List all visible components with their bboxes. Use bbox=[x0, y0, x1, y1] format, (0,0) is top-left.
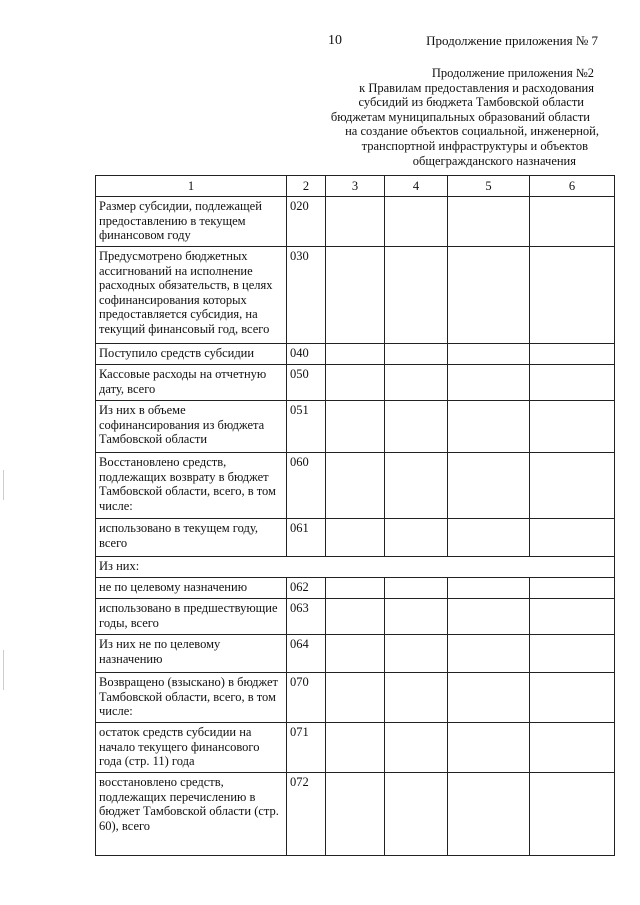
value-cell bbox=[530, 773, 615, 856]
value-cell bbox=[385, 344, 448, 365]
table-row bbox=[96, 197, 615, 247]
row-label: Предусмотрено бюджетных ассигнований на исполнение расходных обязательств, в целях софинансирования которых предоставляется субсидия, на текущий финансовый год, всего bbox=[96, 247, 287, 344]
value-cell bbox=[385, 578, 448, 599]
value-cell bbox=[448, 578, 530, 599]
annex-line: транспортной инфраструктуры и объектов bbox=[361, 138, 588, 153]
scan-edge-mark bbox=[3, 650, 4, 690]
row-code: 061 bbox=[287, 519, 326, 557]
row-label: не по целевому назначению bbox=[96, 578, 287, 599]
annex-line: на создание объектов социальной, инженерной, bbox=[345, 124, 599, 139]
value-cell bbox=[448, 773, 530, 856]
value-cell bbox=[326, 519, 385, 557]
row-code: 030 bbox=[287, 247, 326, 344]
value-cell bbox=[448, 401, 530, 453]
value-cell bbox=[385, 635, 448, 673]
page-number: 10 bbox=[328, 33, 342, 48]
value-cell bbox=[326, 365, 385, 401]
table-row bbox=[96, 557, 615, 578]
row-code: 062 bbox=[287, 578, 326, 599]
annex-line: субсидий из бюджета Тамбовской области bbox=[358, 95, 584, 110]
value-cell bbox=[530, 673, 615, 723]
row-label: Восстановлено средств, подлежащих возврату в бюджет Тамбовской области, всего, в том числе: bbox=[96, 453, 287, 519]
value-cell bbox=[326, 673, 385, 723]
value-cell bbox=[448, 344, 530, 365]
scan-edge-mark bbox=[3, 470, 4, 500]
value-cell bbox=[385, 673, 448, 723]
report-table bbox=[95, 175, 615, 856]
value-cell bbox=[385, 723, 448, 773]
value-cell bbox=[530, 401, 615, 453]
value-cell bbox=[385, 247, 448, 344]
row-label: Размер субсидии, подлежащей предоставлению в текущем финансовом году bbox=[96, 197, 287, 247]
value-cell bbox=[448, 635, 530, 673]
annex-line: к Правилам предоставления и расходования bbox=[359, 80, 594, 95]
continuation-label: Продолжение приложения № 7 bbox=[426, 33, 598, 48]
value-cell bbox=[385, 197, 448, 247]
value-cell bbox=[326, 197, 385, 247]
value-cell bbox=[530, 365, 615, 401]
annex-line: Продолжение приложения №2 bbox=[431, 66, 594, 80]
column-header: 3 bbox=[326, 176, 385, 197]
value-cell bbox=[385, 773, 448, 856]
value-cell bbox=[530, 578, 615, 599]
row-label: Из них не по целевому назначению bbox=[96, 635, 287, 673]
value-cell bbox=[326, 723, 385, 773]
table-header-row bbox=[96, 176, 615, 197]
table-row bbox=[96, 365, 615, 401]
table-row bbox=[96, 773, 615, 856]
value-cell bbox=[530, 247, 615, 344]
row-label: Из них в объеме софинансирования из бюджета Тамбовской области bbox=[96, 401, 287, 453]
value-cell bbox=[530, 453, 615, 519]
value-cell bbox=[530, 344, 615, 365]
table-row bbox=[96, 673, 615, 723]
table-row bbox=[96, 635, 615, 673]
row-code: 071 bbox=[287, 723, 326, 773]
row-label: Поступило средств субсидии bbox=[96, 344, 287, 365]
value-cell bbox=[326, 401, 385, 453]
row-code: 063 bbox=[287, 599, 326, 635]
row-label-merged: Из них: bbox=[96, 557, 615, 578]
value-cell bbox=[385, 599, 448, 635]
row-label: восстановлено средств, подлежащих перечислению в бюджет Тамбовской области (стр. 60), всего bbox=[96, 773, 287, 856]
table-row bbox=[96, 453, 615, 519]
value-cell bbox=[530, 635, 615, 673]
annex-heading bbox=[304, 66, 604, 168]
value-cell bbox=[326, 578, 385, 599]
table-row bbox=[96, 247, 615, 344]
value-cell bbox=[326, 453, 385, 519]
value-cell bbox=[530, 197, 615, 247]
table-row bbox=[96, 344, 615, 365]
row-code: 040 bbox=[287, 344, 326, 365]
column-header: 4 bbox=[385, 176, 448, 197]
value-cell bbox=[385, 519, 448, 557]
annex-line: бюджетам муниципальных образований области bbox=[330, 109, 590, 124]
value-cell bbox=[448, 247, 530, 344]
row-code: 064 bbox=[287, 635, 326, 673]
value-cell bbox=[326, 599, 385, 635]
column-header: 6 bbox=[530, 176, 615, 197]
table-row bbox=[96, 519, 615, 557]
table-row bbox=[96, 599, 615, 635]
table-row bbox=[96, 578, 615, 599]
row-code: 050 bbox=[287, 365, 326, 401]
value-cell bbox=[326, 344, 385, 365]
row-code: 070 bbox=[287, 673, 326, 723]
value-cell bbox=[448, 197, 530, 247]
value-cell bbox=[530, 723, 615, 773]
row-code: 051 bbox=[287, 401, 326, 453]
annex-line: общегражданского назначения bbox=[412, 153, 576, 168]
value-cell bbox=[448, 453, 530, 519]
value-cell bbox=[530, 599, 615, 635]
row-code: 020 bbox=[287, 197, 326, 247]
value-cell bbox=[530, 519, 615, 557]
value-cell bbox=[448, 723, 530, 773]
value-cell bbox=[448, 673, 530, 723]
table-row bbox=[96, 723, 615, 773]
row-code: 060 bbox=[287, 453, 326, 519]
value-cell bbox=[385, 365, 448, 401]
table-row bbox=[96, 401, 615, 453]
column-header: 1 bbox=[96, 176, 287, 197]
row-label: использовано в текущем году, всего bbox=[96, 519, 287, 557]
row-code: 072 bbox=[287, 773, 326, 856]
value-cell bbox=[448, 599, 530, 635]
column-header: 2 bbox=[287, 176, 326, 197]
value-cell bbox=[326, 247, 385, 344]
column-header: 5 bbox=[448, 176, 530, 197]
value-cell bbox=[326, 635, 385, 673]
value-cell bbox=[448, 365, 530, 401]
value-cell bbox=[326, 773, 385, 856]
row-label: Возвращено (взыскано) в бюджет Тамбовской области, всего, в том числе: bbox=[96, 673, 287, 723]
row-label: остаток средств субсидии на начало текущего финансового года (стр. 11) года bbox=[96, 723, 287, 773]
value-cell bbox=[385, 453, 448, 519]
row-label: использовано в предшествующие годы, всего bbox=[96, 599, 287, 635]
row-label: Кассовые расходы на отчетную дату, всего bbox=[96, 365, 287, 401]
value-cell bbox=[385, 401, 448, 453]
value-cell bbox=[448, 519, 530, 557]
